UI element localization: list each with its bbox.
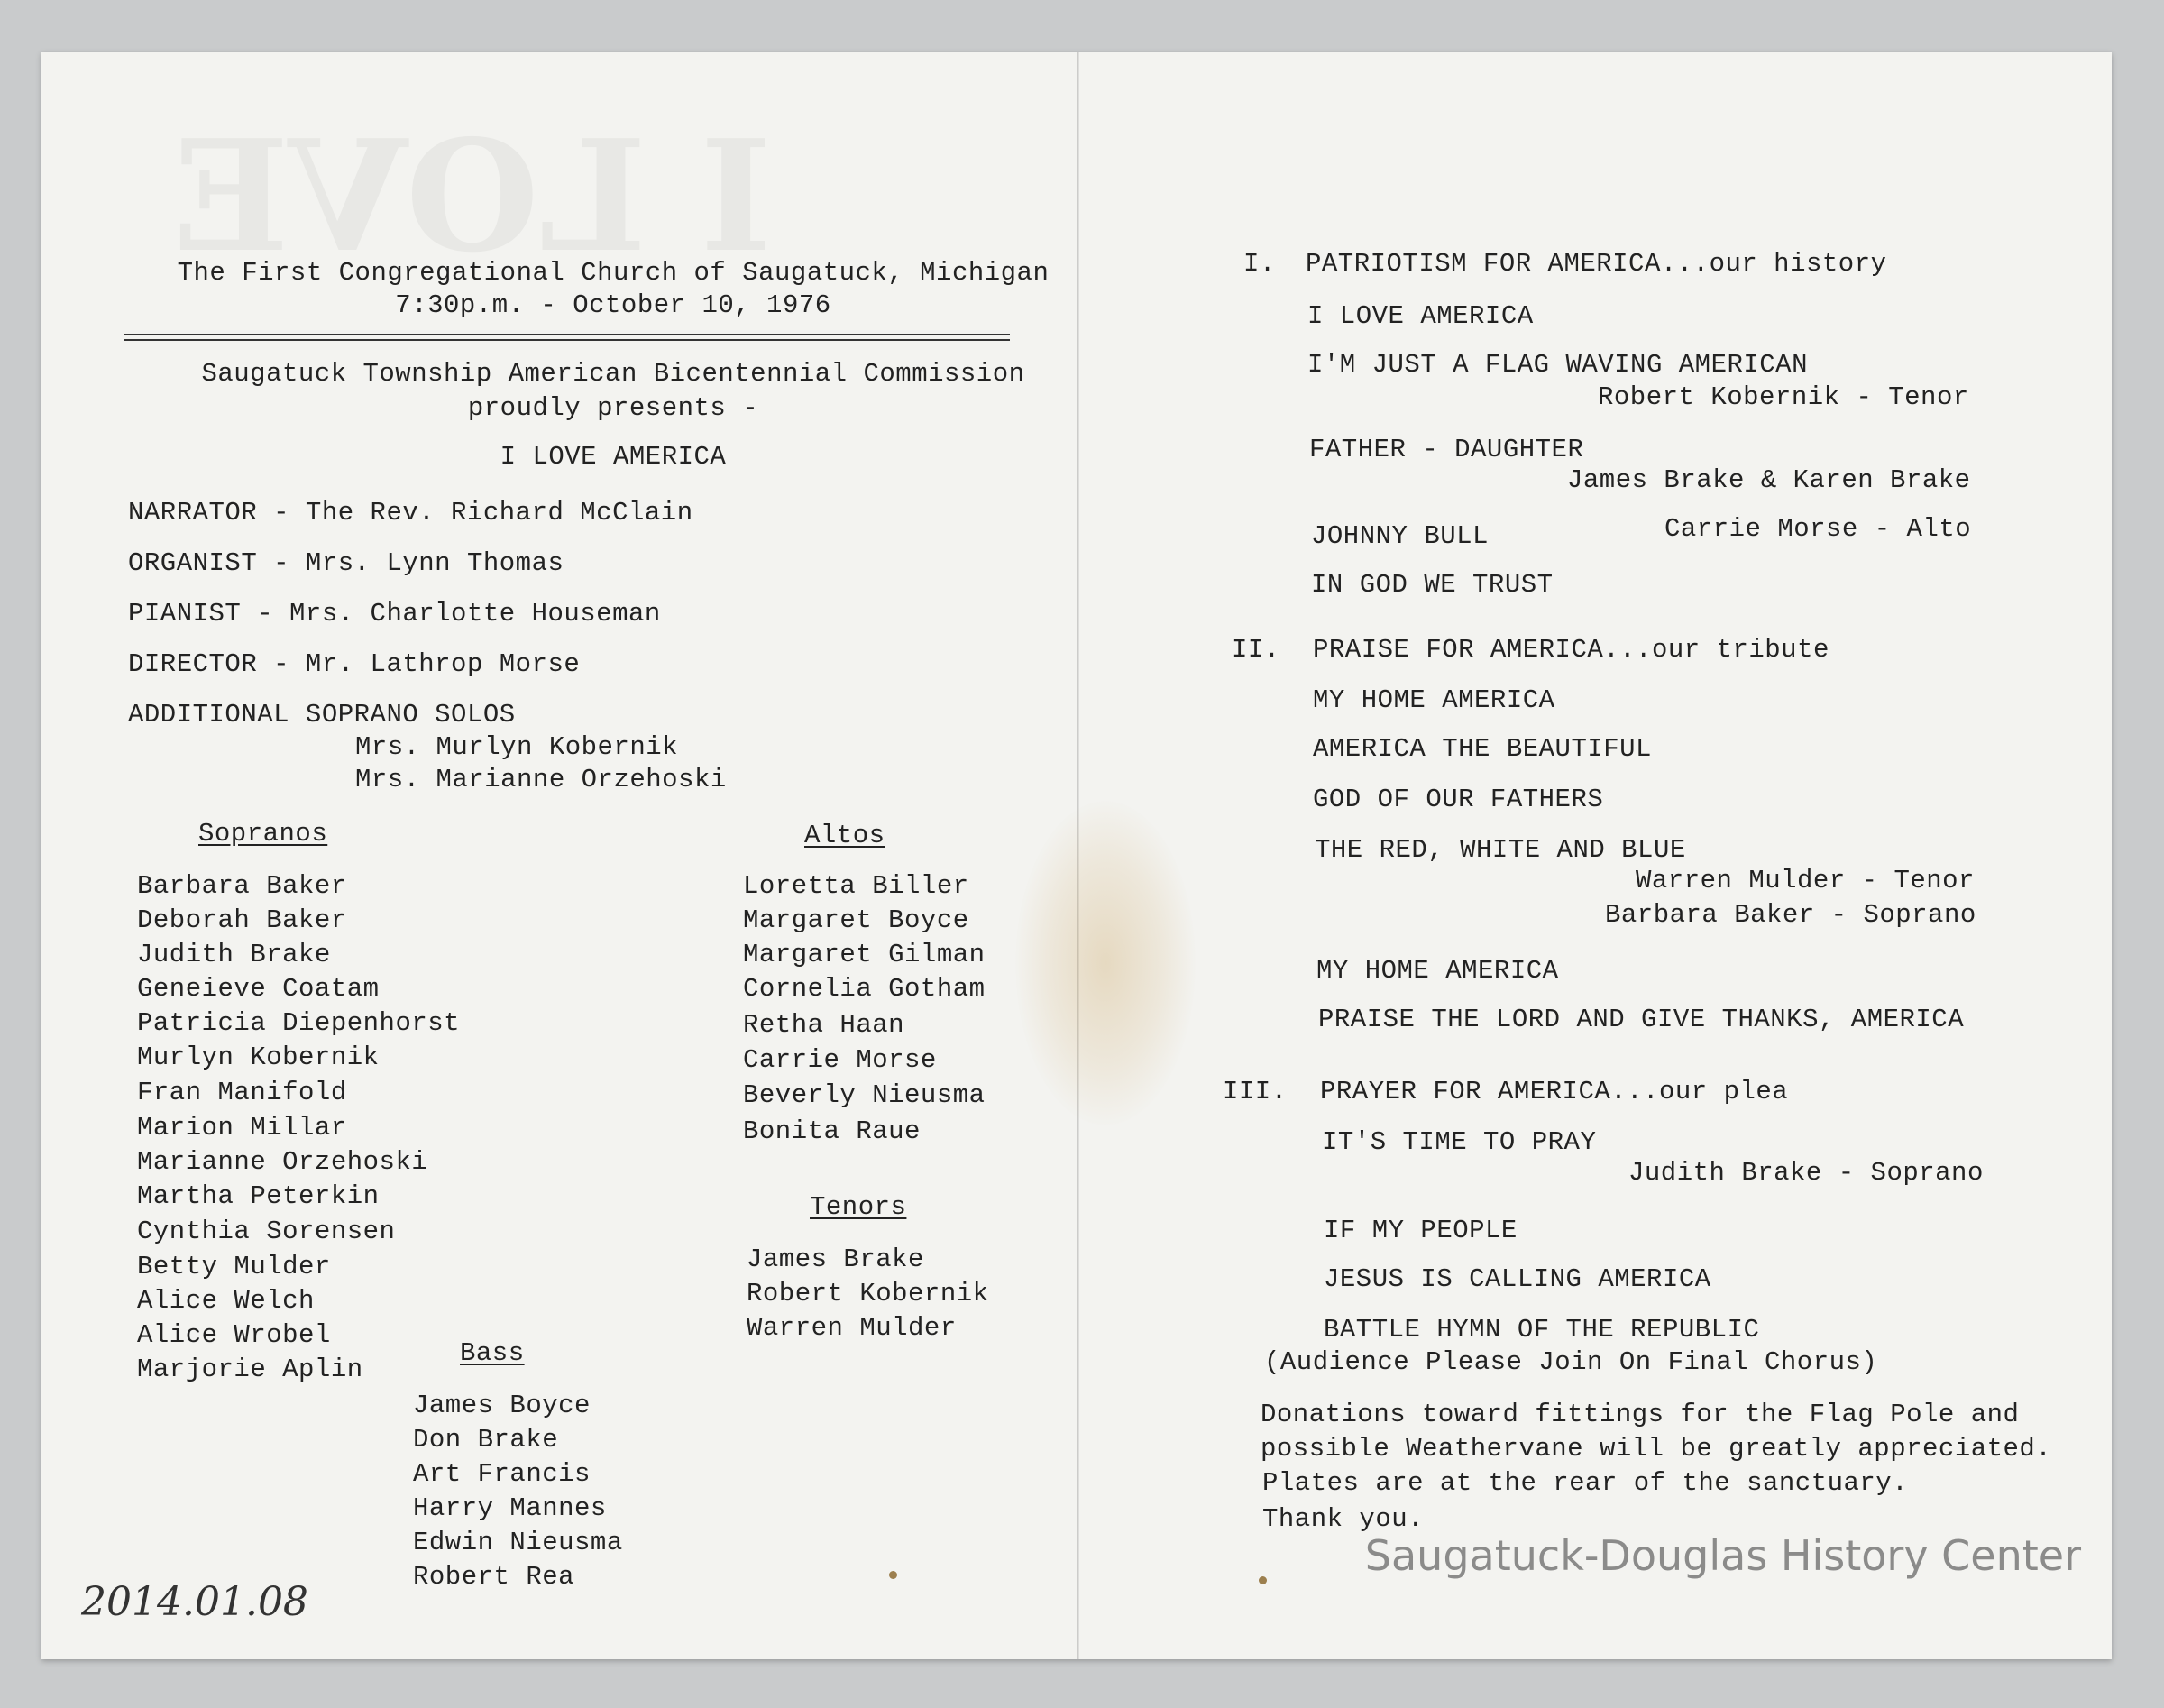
section-2-title: PRAISE FOR AMERICA...our tribute: [1313, 635, 1829, 665]
song-title: IT'S TIME TO PRAY: [1322, 1127, 1597, 1157]
soloist-credit: James Brake & Karen Brake: [1567, 465, 1971, 495]
alto-name: Loretta Biller: [743, 871, 969, 901]
song-title: IN GOD WE TRUST: [1311, 570, 1554, 600]
paper-spot: [889, 1571, 897, 1579]
section-1-number: I.: [1243, 249, 1276, 279]
song-title: JESUS IS CALLING AMERICA: [1324, 1264, 1711, 1294]
audience-note: (Audience Please Join On Final Chorus): [1264, 1347, 1878, 1377]
soprano-name: Barbara Baker: [137, 871, 347, 901]
song-title: FATHER - DAUGHTER: [1309, 435, 1584, 464]
section-1-title: PATRIOTISM FOR AMERICA...our history: [1306, 249, 1887, 279]
tenor-name: Robert Kobernik: [747, 1279, 989, 1309]
tenors-heading: Tenors: [810, 1192, 907, 1222]
paper-spot: [1259, 1576, 1267, 1584]
date-line: 7:30p.m. - October 10, 1976: [395, 290, 831, 320]
soloist-credit: Carrie Morse - Alto: [1664, 514, 1972, 544]
soloist-credit: Warren Mulder - Tenor: [1636, 866, 1975, 895]
catalog-number: 2014.01.08: [81, 1579, 308, 1625]
song-title: I LOVE AMERICA: [1307, 301, 1534, 331]
soprano-name: Marion Millar: [137, 1113, 347, 1143]
song-title: MY HOME AMERICA: [1313, 685, 1555, 715]
bass-name: Robert Rea: [413, 1562, 575, 1592]
sopranos-heading: Sopranos: [198, 819, 328, 849]
bass-name: Don Brake: [413, 1425, 559, 1455]
archive-watermark: Saugatuck-Douglas History Center: [1364, 1531, 2081, 1580]
altos-heading: Altos: [804, 821, 885, 850]
alto-name: Margaret Gilman: [743, 940, 986, 969]
soprano-name: Marjorie Aplin: [137, 1354, 363, 1384]
song-title: AMERICA THE BEAUTIFUL: [1313, 734, 1652, 764]
soprano-name: Martha Peterkin: [137, 1181, 380, 1211]
soprano-name: Geneieve Coatam: [137, 974, 380, 1004]
song-title: THE RED, WHITE AND BLUE: [1315, 835, 1686, 865]
program-sheet: [41, 52, 2112, 1659]
soloist-credit: Barbara Baker - Soprano: [1605, 900, 1976, 930]
song-title: JOHNNY BULL: [1311, 521, 1489, 551]
soprano-name: Alice Welch: [137, 1286, 315, 1316]
song-title: IF MY PEOPLE: [1324, 1216, 1518, 1245]
donation-line: Donations toward fittings for the Flag Pole and: [1261, 1400, 2020, 1429]
church-line: The First Congregational Church of Saugatuck, Michigan: [177, 258, 1050, 288]
soloist-credit: Robert Kobernik - Tenor: [1598, 382, 1969, 412]
tenor-name: James Brake: [747, 1244, 924, 1274]
double-rule-bottom: [124, 339, 1010, 341]
presenter-line-1: Saugatuck Township American Bicentennial Commission: [201, 359, 1025, 389]
soprano-name: Cynthia Sorensen: [137, 1217, 396, 1246]
soprano-name: Judith Brake: [137, 940, 331, 969]
additional-solo-name: Mrs. Marianne Orzehoski: [355, 765, 727, 794]
song-title: MY HOME AMERICA: [1316, 956, 1559, 986]
alto-name: Retha Haan: [743, 1010, 905, 1040]
song-title: GOD OF OUR FATHERS: [1313, 785, 1604, 814]
soprano-name: Murlyn Kobernik: [137, 1042, 380, 1072]
credit-pianist: PIANIST - Mrs. Charlotte Houseman: [128, 599, 661, 629]
section-2-number: II.: [1232, 635, 1280, 665]
soprano-name: Deborah Baker: [137, 905, 347, 935]
section-3-number: III.: [1223, 1077, 1288, 1107]
song-title: PRAISE THE LORD AND GIVE THANKS, AMERICA: [1318, 1005, 1965, 1034]
soloist-credit: Judith Brake - Soprano: [1628, 1158, 1984, 1188]
credit-director: DIRECTOR - Mr. Lathrop Morse: [128, 649, 581, 679]
credit-narrator: NARRATOR - The Rev. Richard McClain: [128, 498, 693, 528]
song-title: BATTLE HYMN OF THE REPUBLIC: [1324, 1315, 1760, 1345]
song-title: I'M JUST A FLAG WAVING AMERICAN: [1307, 350, 1808, 380]
bass-name: Art Francis: [413, 1459, 591, 1489]
soprano-name: Marianne Orzehoski: [137, 1147, 428, 1177]
additional-solo-name: Mrs. Murlyn Kobernik: [355, 732, 679, 762]
paper-stain: [1015, 801, 1196, 1125]
donation-line: possible Weathervane will be greatly appreciated.: [1261, 1434, 2052, 1464]
bass-name: James Boyce: [413, 1391, 591, 1420]
alto-name: Carrie Morse: [743, 1045, 937, 1075]
soprano-name: Fran Manifold: [137, 1078, 347, 1107]
donation-line: Plates are at the rear of the sanctuary.: [1262, 1468, 1909, 1498]
bass-name: Harry Mannes: [413, 1493, 607, 1523]
alto-name: Margaret Boyce: [743, 905, 969, 935]
bass-name: Edwin Nieusma: [413, 1528, 623, 1557]
tenor-name: Warren Mulder: [747, 1313, 957, 1343]
alto-name: Bonita Raue: [743, 1116, 921, 1146]
donation-line: Thank you.: [1262, 1504, 1425, 1534]
additional-solos-label: ADDITIONAL SOPRANO SOLOS: [128, 700, 516, 730]
bass-heading: Bass: [460, 1338, 525, 1368]
section-3-title: PRAYER FOR AMERICA...our plea: [1320, 1077, 1789, 1107]
soprano-name: Patricia Diepenhorst: [137, 1008, 461, 1038]
alto-name: Beverly Nieusma: [743, 1080, 986, 1110]
alto-name: Cornelia Gotham: [743, 974, 986, 1004]
double-rule-top: [124, 334, 1010, 335]
credit-organist: ORGANIST - Mrs. Lynn Thomas: [128, 548, 564, 578]
soprano-name: Alice Wrobel: [137, 1320, 331, 1350]
show-title: I LOVE AMERICA: [500, 442, 727, 472]
soprano-name: Betty Mulder: [137, 1252, 331, 1281]
presenter-line-2: proudly presents -: [467, 393, 759, 423]
